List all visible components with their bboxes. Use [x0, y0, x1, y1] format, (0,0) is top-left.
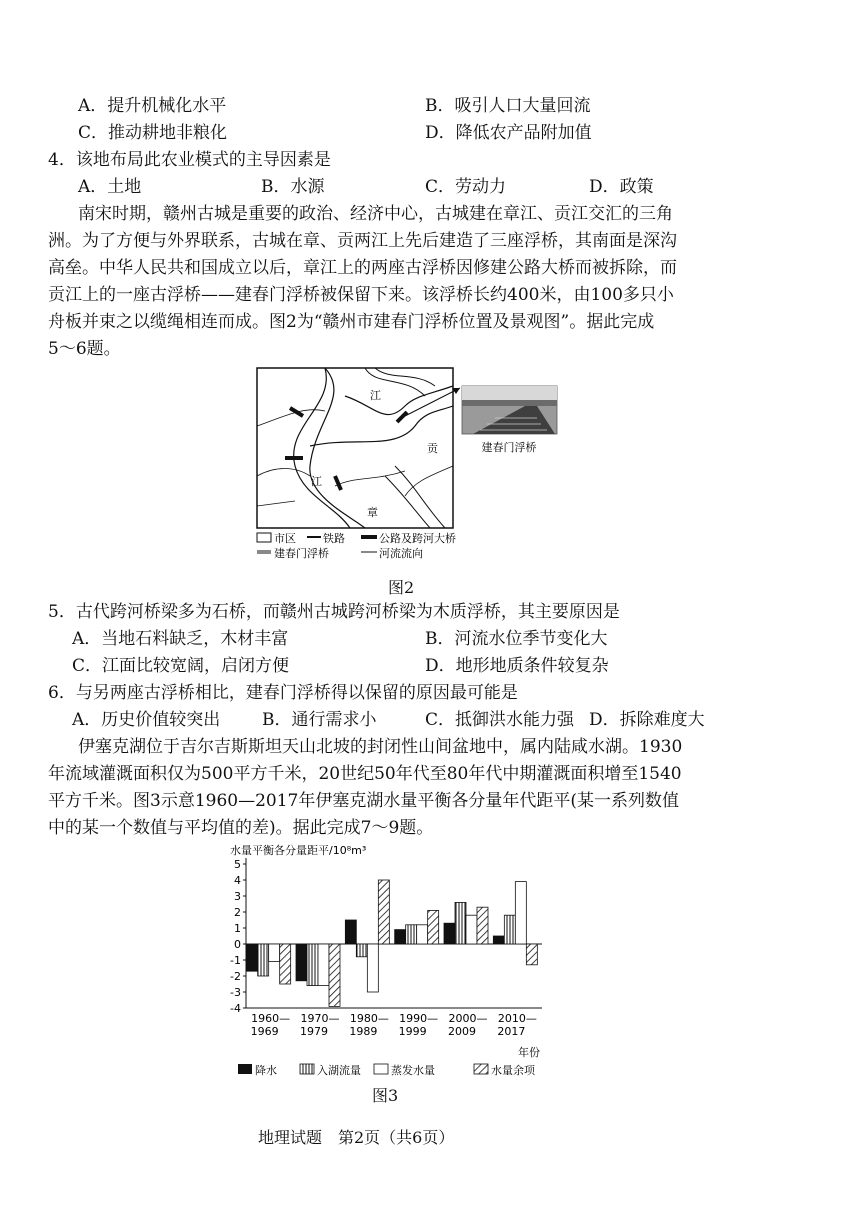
passage2-line: 年流域灌溉面积仅为500平方千米，20世纪50年代至80年代中期灌溉面积增至1540: [48, 764, 682, 784]
bridge-photo: [462, 386, 557, 434]
bar-solid: [395, 930, 406, 944]
bar-vlines: [455, 902, 466, 944]
q4-option-a: A．土地: [78, 177, 142, 197]
passage1-line: 5～6题。: [48, 339, 121, 359]
legend-balance-residual: 水量余项: [491, 1064, 535, 1077]
bar-empty: [269, 944, 280, 962]
bar-solid: [296, 944, 307, 981]
passage2-line: 平方千米。图3示意1960—2017年伊塞克湖水量平衡各分量年代距平(某一系列数值: [48, 791, 679, 811]
passage1-line: 高垒。中华人民共和国成立以后，章江上的两座古浮桥因修建公路大桥而被拆除，而: [48, 258, 677, 278]
bar-vlines: [258, 944, 269, 976]
bar-diag: [280, 944, 291, 984]
q5-option-b: B．河流水位季节变化大: [425, 629, 608, 649]
x-tick-label: 2009: [448, 1025, 476, 1038]
x-tick-label: 1979: [300, 1025, 328, 1038]
passage1-line: 舟板并束之以缆绳相连而成。图2为“赣州市建春门浮桥位置及景观图”。据此完成: [48, 312, 655, 332]
y-tick-label: 3: [234, 890, 241, 903]
figure-2-legend: [257, 531, 456, 560]
bar-solid: [345, 920, 356, 944]
bar-diag: [378, 880, 389, 944]
q4-stem: 4．该地布局此农业模式的主导因素是: [48, 150, 331, 170]
x-axis-label: 年份: [518, 1046, 540, 1059]
q4-option-b: B．水源: [261, 177, 325, 197]
q6-option-d: D．拆除难度大: [589, 710, 705, 730]
q3-option-b: B．吸引人口大量回流: [425, 96, 591, 116]
passage2-line: 中的某一个数值与平均值的差)。据此完成7～9题。: [48, 818, 434, 838]
x-tick-label: 2017: [497, 1025, 526, 1038]
x-tick-label: 1990—: [399, 1012, 439, 1025]
legend-urban: 市区: [274, 532, 296, 545]
q6-option-b: B．通行需求小: [262, 710, 377, 730]
bar-vlines: [504, 915, 515, 944]
y-tick-label: 5: [234, 858, 241, 871]
legend-evaporation: 蒸发水量: [391, 1064, 435, 1077]
legend-floating-bridge: 建春门浮桥: [274, 547, 329, 560]
legend-inflow: 入湖流量: [317, 1064, 361, 1077]
river-label: 贡: [427, 442, 438, 455]
q6-option-a: A．历史价值较突出: [72, 710, 221, 730]
bar-solid: [247, 944, 258, 971]
q4-option-c: C．劳动力: [425, 177, 507, 197]
bar-vlines: [356, 944, 367, 957]
map-area: [257, 368, 460, 528]
bar-vlines: [307, 944, 318, 986]
figure-3-caption: 图3: [372, 1086, 399, 1105]
bar-empty: [515, 882, 526, 944]
river-label: 江: [370, 389, 381, 402]
q6-option-c: C．抵御洪水能力强: [425, 710, 575, 730]
bar-empty: [417, 925, 428, 944]
x-tick-label: 1960—: [251, 1012, 291, 1025]
bar-diag: [329, 944, 340, 1006]
y-tick-label: 0: [234, 938, 241, 951]
legend-railway: 铁路: [323, 532, 345, 545]
bar-vlines: [406, 925, 417, 944]
figure-3-chart: [224, 840, 564, 1080]
y-tick-label: 2: [234, 906, 241, 919]
x-tick-label: 1969: [250, 1025, 279, 1038]
x-tick-label: 1970—: [300, 1012, 340, 1025]
photo-caption: 建春门浮桥: [481, 441, 537, 454]
y-tick-label: -4: [230, 1002, 241, 1015]
q4-option-d: D．政策: [589, 177, 654, 197]
x-tick-label: 1999: [398, 1025, 427, 1038]
x-tick-label: 1980—: [349, 1012, 389, 1025]
q5-stem: 5．古代跨河桥梁多为石桥，而赣州古城跨河桥梁为木质浮桥，其主要原因是: [48, 602, 620, 622]
q6-stem: 6．与另两座古浮桥相比，建春门浮桥得以保留的原因最可能是: [48, 683, 518, 703]
passage2-line: 伊塞克湖位于吉尔吉斯斯坦天山北坡的封闭性山间盆地中，属内陆咸水湖。1930: [78, 737, 683, 757]
passage1-line: 贡江上的一座古浮桥——建春门浮桥被保留下来。该浮桥长约400米，由100多只小: [48, 285, 674, 305]
q5-option-d: D．地形地质条件较复杂: [425, 656, 609, 676]
bar-solid: [444, 923, 455, 944]
q3-option-a: A．提升机械化水平: [78, 96, 227, 116]
q3-option-d: D．降低农产品附加值: [425, 123, 592, 143]
bar-solid: [493, 936, 504, 944]
q5-option-c: C．江面比较宽阔，启闭方便: [72, 656, 290, 676]
y-tick-label: -3: [230, 986, 241, 999]
q5-option-a: A．当地石料缺乏，木材丰富: [72, 629, 289, 649]
y-tick-label: 1: [234, 922, 241, 935]
legend-river-flow: 河流流向: [379, 547, 423, 560]
river-label: 章: [367, 506, 378, 519]
q3-option-c: C．推动耕地非粮化: [78, 123, 228, 143]
x-tick-label: 2000—: [448, 1012, 488, 1025]
passage1-line: 洲。为了方便与外界联系，古城在章、贡两江上先后建造了三座浮桥，其南面是深沟: [48, 231, 677, 251]
river-label: 江: [311, 475, 322, 488]
figure-2-map: [255, 366, 575, 566]
bar-diag: [526, 944, 537, 965]
figure-2-caption: 图2: [388, 578, 415, 597]
x-tick-label: 2010—: [497, 1012, 537, 1025]
x-tick-label: 1989: [349, 1025, 378, 1038]
y-tick-label: -1: [230, 954, 241, 967]
bar-diag: [428, 910, 439, 944]
legend-road-bridge: 公路及跨河大桥: [379, 532, 456, 545]
bar-empty: [318, 944, 329, 986]
y-tick-label: -2: [230, 970, 241, 983]
bar-empty: [466, 915, 477, 944]
y-tick-label: 4: [234, 874, 241, 887]
chart-legend: [238, 1063, 536, 1077]
page-footer: 地理试题 第2页（共6页）: [258, 1128, 455, 1147]
legend-precipitation: 降水: [255, 1064, 277, 1077]
y-axis-label: 水量平衡各分量距平/10⁸m³: [230, 844, 367, 857]
bar-empty: [367, 944, 378, 992]
bar-diag: [477, 907, 488, 944]
passage1-line: 南宋时期，赣州古城是重要的政治、经济中心，古城建在章江、贡江交汇的三角: [78, 204, 673, 224]
